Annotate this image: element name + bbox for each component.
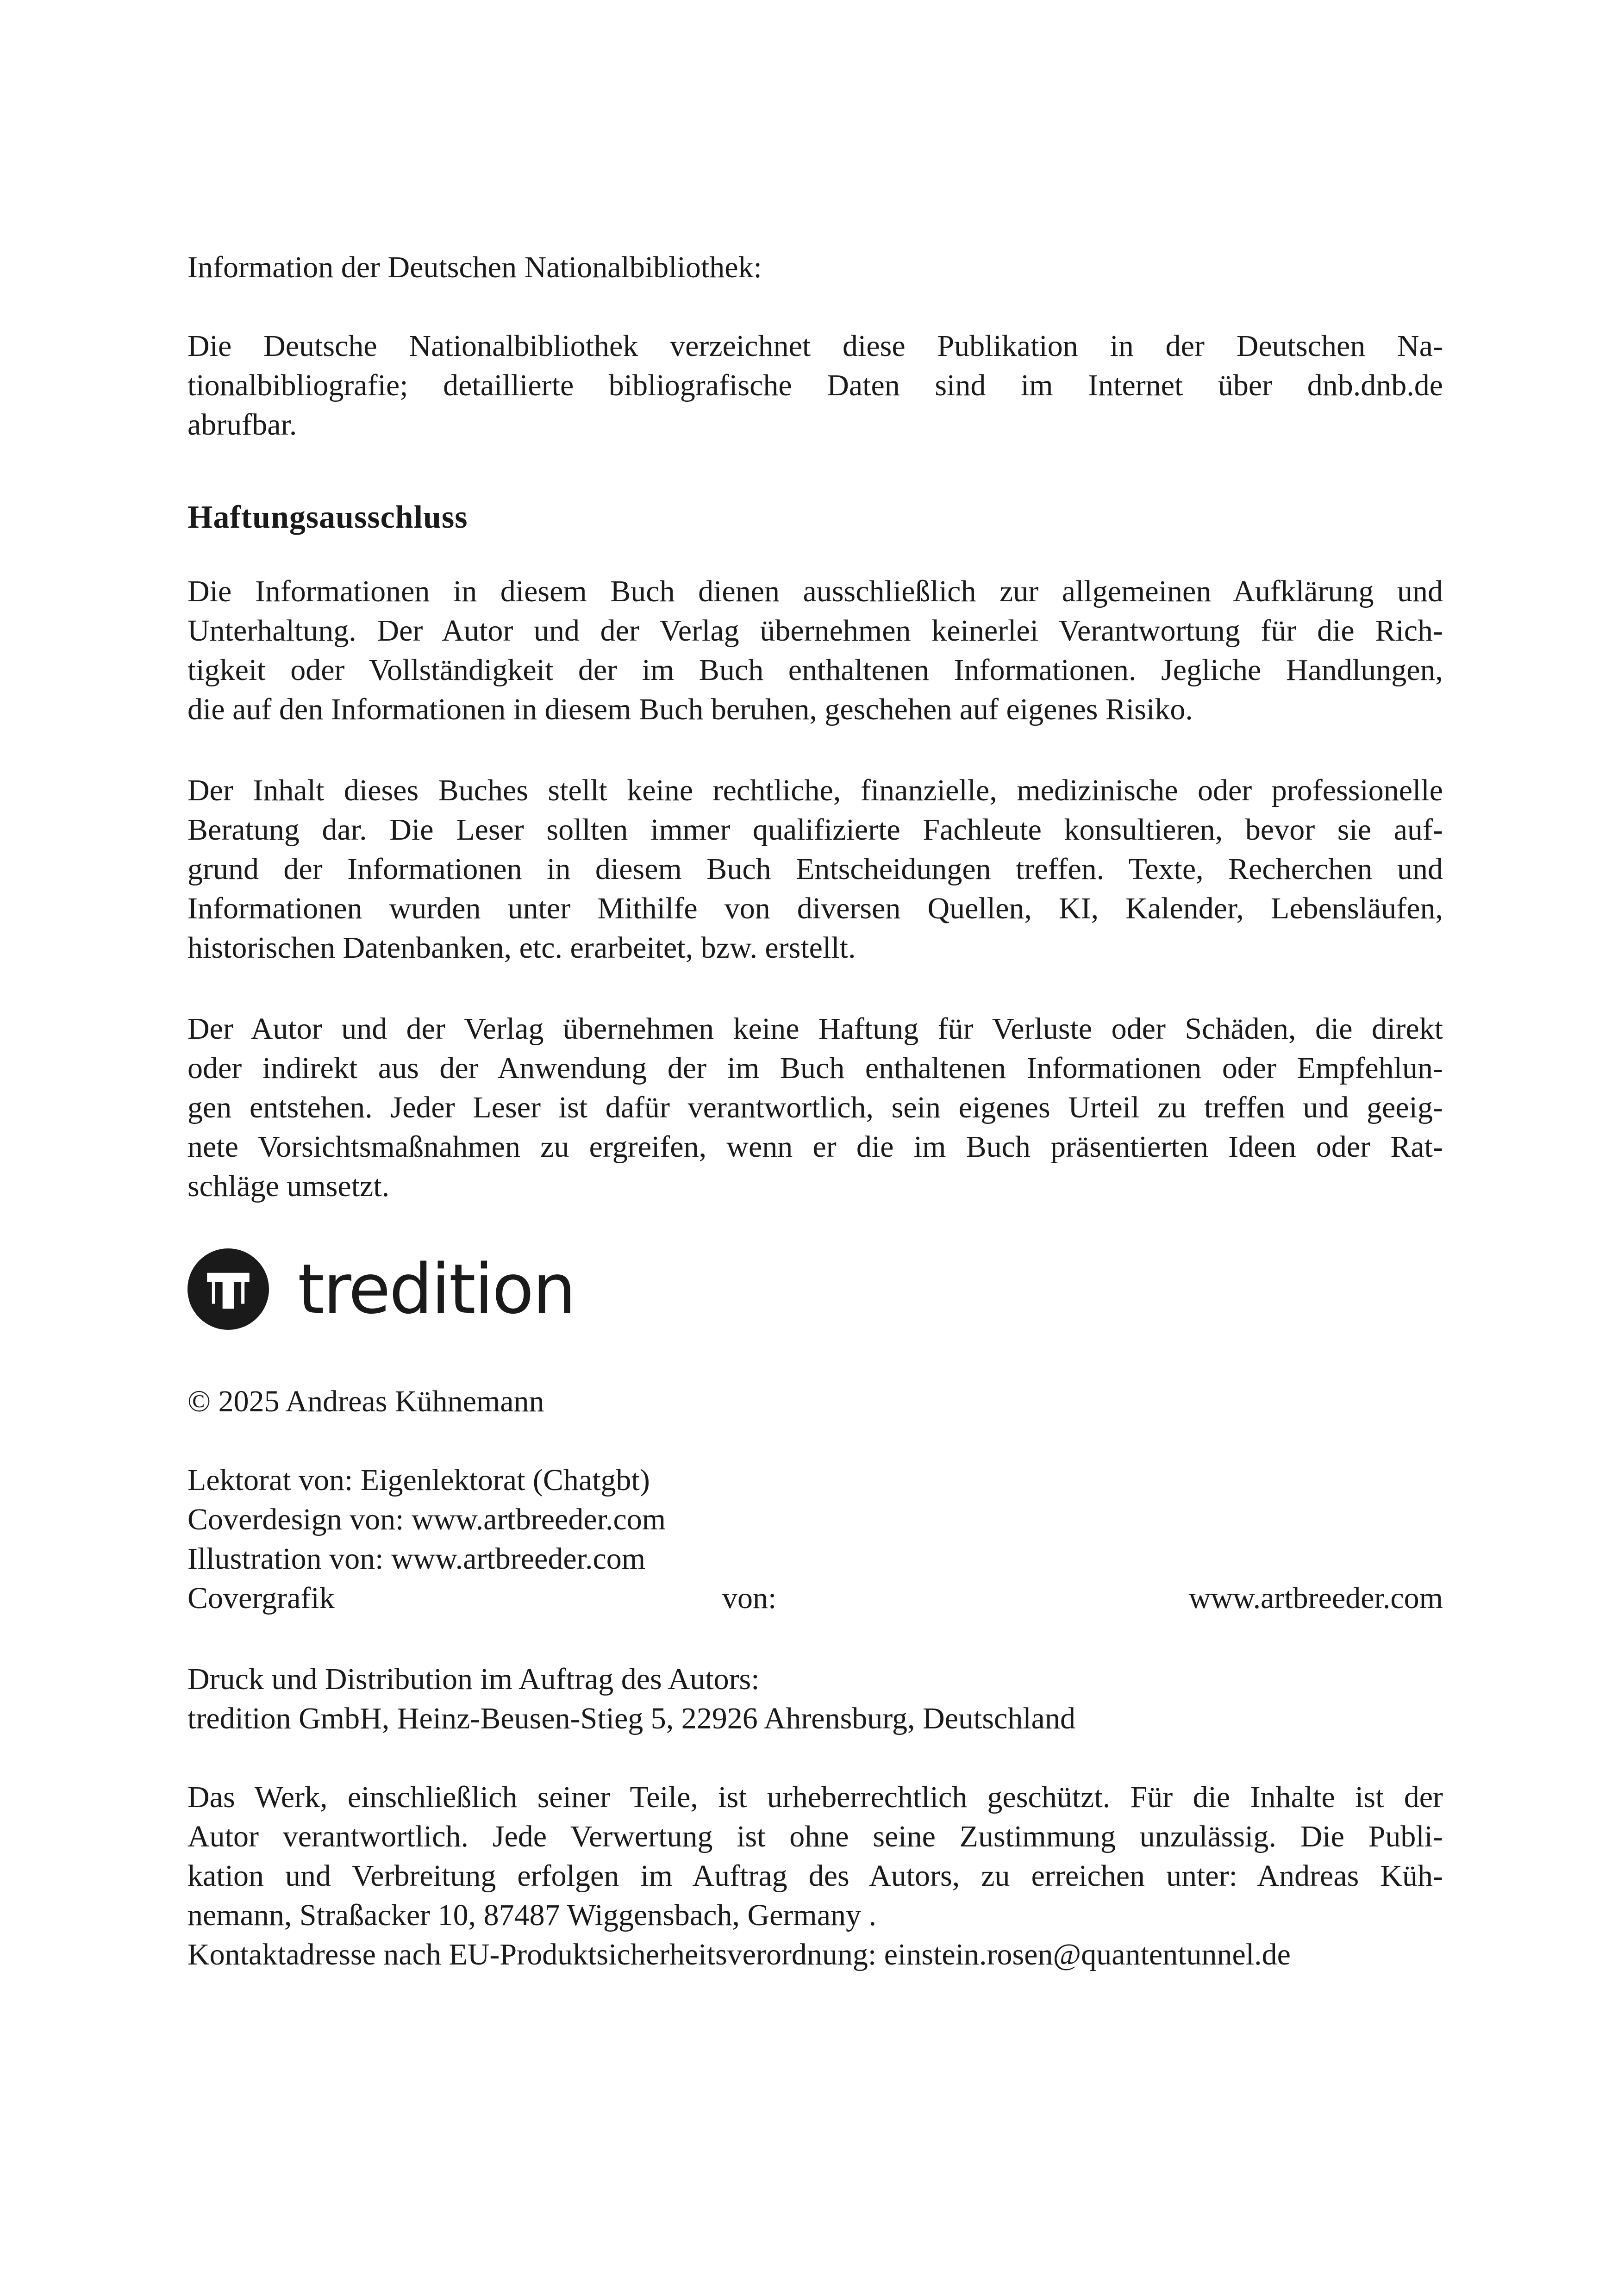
disclaimer-line: tigkeit oder Vollständigkeit der im Buch enthaltenen Informationen. Jegliche Handlungen, bbox=[187, 653, 1443, 687]
dnb-heading: Information der Deutschen Nationalbibliothek: bbox=[187, 250, 762, 284]
disclaimer-title: Haftungsausschluss bbox=[187, 499, 468, 535]
disclaimer-paragraph-3 bbox=[187, 1009, 1443, 1206]
disclaimer-line: historischen Datenbanken, etc. erarbeitet, bzw. erstellt. bbox=[187, 931, 856, 965]
credit-coverdesign: Coverdesign von: www.artbreeder.com bbox=[187, 1503, 666, 1536]
covergrafik-von: von: bbox=[722, 1581, 777, 1615]
dnb-line: tionalbibliografie; detaillierte bibliografische Daten sind im Internet über dnb.dnb.de bbox=[187, 368, 1443, 402]
disclaimer-line: Beratung dar. Die Leser sollten immer qualifizierte Fachleute konsultieren, bevor sie auf- bbox=[187, 813, 1443, 847]
rights-line: Autor verantwortlich. Jede Verwertung ist ohne seine Zustimmung unzulässig. Die Publi- bbox=[187, 1820, 1443, 1853]
disclaimer-paragraph-1 bbox=[187, 572, 1443, 729]
disclaimer-line: Der Autor und der Verlag übernehmen keine Haftung für Verluste oder Schäden, die direkt bbox=[187, 1012, 1443, 1046]
contact-line: Kontaktadresse nach EU-Produktsicherheitsverordnung: einstein.rosen@quantentunnel.de bbox=[187, 1938, 1291, 1971]
tredition-t-logo-icon bbox=[187, 1248, 269, 1330]
print-line-1: Druck und Distribution im Auftrag des Autors: bbox=[187, 1662, 760, 1696]
disclaimer-line: nete Vorsichtsmaßnahmen zu ergreifen, wenn er die im Buch präsentierten Ideen oder Rat- bbox=[187, 1130, 1443, 1164]
credit-covergrafik bbox=[187, 1578, 1443, 1618]
disclaimer-line: oder indirekt aus der Anwendung der im Buch enthaltenen Informationen oder Empfehlun- bbox=[187, 1051, 1443, 1085]
disclaimer-line: grund der Informationen in diesem Buch Entscheidungen treffen. Texte, Recherchen und bbox=[187, 852, 1443, 886]
rights-line: nemann, Straßacker 10, 87487 Wiggensbach, Germany . bbox=[187, 1898, 877, 1932]
dnb-section bbox=[187, 248, 1443, 287]
disclaimer-line: Der Inhalt dieses Buches stellt keine rechtliche, finanzielle, medizinische oder professionelle bbox=[187, 773, 1443, 807]
credit-illustration: Illustration von: www.artbreeder.com bbox=[187, 1542, 646, 1576]
disclaimer-line: Unterhaltung. Der Autor und der Verlag übernehmen keinerlei Verantwortung für die Rich- bbox=[187, 614, 1443, 648]
credit-lektorat: Lektorat von: Eigenlektorat (Chatgbt) bbox=[187, 1463, 650, 1497]
credits-section bbox=[187, 1460, 1443, 1618]
rights-section bbox=[187, 1777, 1443, 1974]
covergrafik-label: Covergrafik bbox=[187, 1581, 335, 1615]
covergrafik-value: www.artbreeder.com bbox=[1188, 1581, 1443, 1615]
disclaimer-line: die auf den Informationen in diesem Buch beruhen, geschehen auf eigenes Risiko. bbox=[187, 692, 1193, 726]
disclaimer-line: schläge umsetzt. bbox=[187, 1169, 390, 1203]
disclaimer-line: Informationen wurden unter Mithilfe von diversen Quellen, KI, Kalender, Lebensläufen, bbox=[187, 892, 1443, 925]
print-section bbox=[187, 1659, 1443, 1738]
publisher-logo bbox=[187, 1243, 575, 1335]
rights-line: kation und Verbreitung erfolgen im Auftrag des Autors, zu erreichen unter: Andreas Küh- bbox=[187, 1859, 1443, 1893]
dnb-line: abrufbar. bbox=[187, 408, 297, 442]
disclaimer-paragraph-2 bbox=[187, 771, 1443, 967]
copyright-line: © 2025 Andreas Kühnemann bbox=[187, 1384, 544, 1418]
print-line-2: tredition GmbH, Heinz-Beusen-Stieg 5, 22926 Ahrensburg, Deutschland bbox=[187, 1702, 1075, 1735]
disclaimer-line: gen entstehen. Jeder Leser ist dafür verantwortlich, sein eigenes Urteil zu treffen und geeig- bbox=[187, 1091, 1443, 1124]
disclaimer-line: Die Informationen in diesem Buch dienen ausschließlich zur allgemeinen Aufklärung und bbox=[187, 574, 1443, 608]
dnb-line: Die Deutsche Nationalbibliothek verzeichnet diese Publikation in der Deutschen Na- bbox=[187, 329, 1443, 363]
publisher-logo-text: tredition bbox=[298, 1249, 575, 1329]
dnb-paragraph bbox=[187, 326, 1443, 444]
rights-line: Das Werk, einschließlich seiner Teile, ist urheberrechtlich geschützt. Für die Inhalte ist der bbox=[187, 1780, 1443, 1814]
